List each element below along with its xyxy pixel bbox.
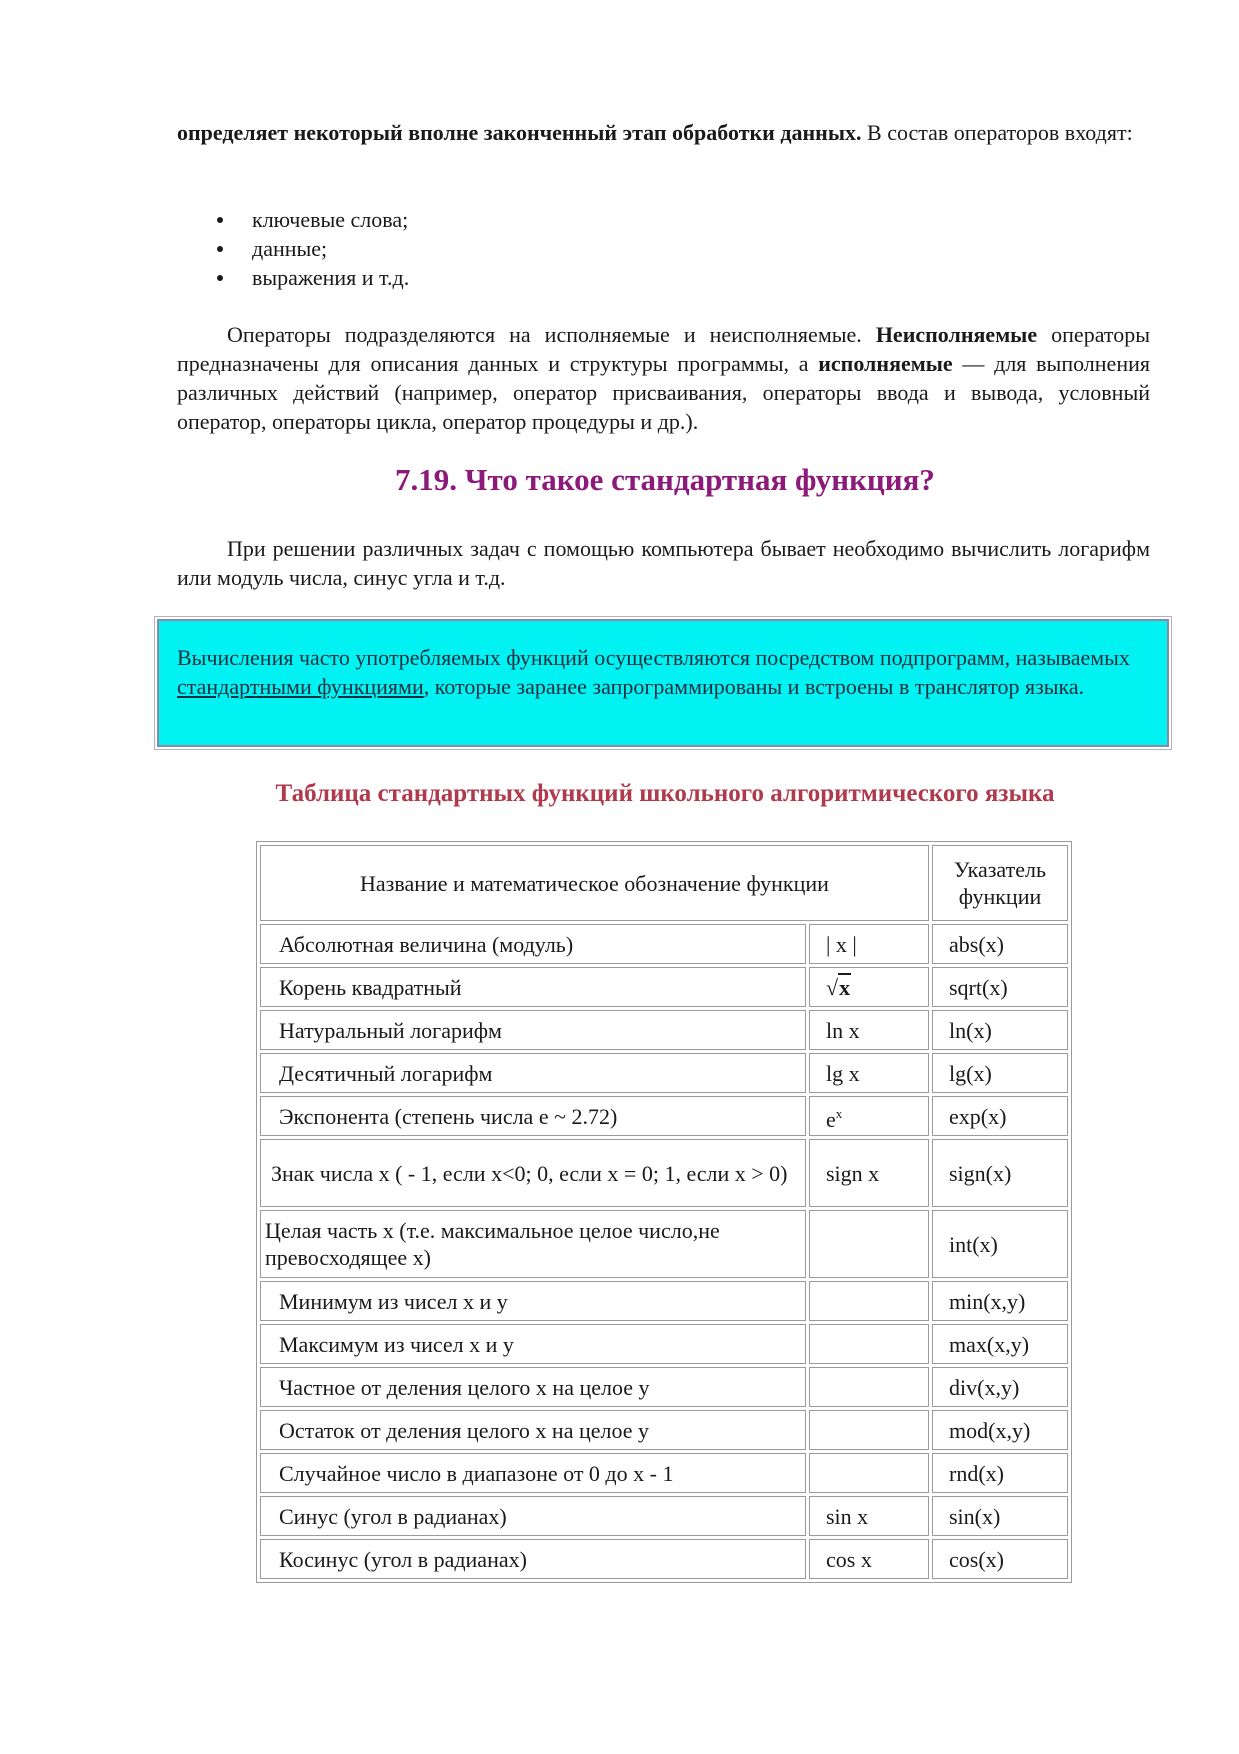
operators-text-2: операторы предназначены для описания данных и структуры программы, а: [177, 322, 1150, 376]
function-name-cell: Целая часть x (т.е. максимальное целое число,не превосходящее x): [260, 1210, 806, 1278]
function-pointer-cell: max(x,y): [932, 1324, 1068, 1364]
solve-paragraph: При решении различных задач с помощью компьютера бывает необходимо вычислить логарифм или модуль числа, синус угла и т.д.: [177, 536, 1150, 590]
function-pointer-cell: rnd(x): [932, 1453, 1068, 1493]
intro-bold-text: определяет некоторый вполне законченный этап обработки данных.: [177, 120, 862, 145]
table-row: [260, 1053, 1068, 1093]
table-row: [260, 1367, 1068, 1407]
table-row: [260, 1010, 1068, 1050]
table-row: [260, 1096, 1068, 1136]
function-name-cell: Экспонента (степень числа е ~ 2.72): [260, 1096, 806, 1136]
intro-paragraph: [177, 118, 1150, 147]
function-pointer-cell: sin(x): [932, 1496, 1068, 1536]
function-pointer-cell: sign(x): [932, 1139, 1068, 1207]
function-name-cell: Корень квадратный: [260, 967, 806, 1007]
function-pointer-cell: abs(x): [932, 924, 1068, 964]
operators-text-1: Операторы подразделяются на исполняемые и неисполняемые.: [227, 322, 876, 347]
function-symbol-cell: [809, 1281, 929, 1321]
function-symbol-cell: [809, 1324, 929, 1364]
function-name-cell: Максимум из чисел x и y: [260, 1324, 806, 1364]
function-name-cell: Частное от деления целого x на целое y: [260, 1367, 806, 1407]
function-symbol-cell: [809, 967, 929, 1007]
table-row: [260, 967, 1068, 1007]
list-item: [177, 263, 409, 292]
callout-text-1: Вычисления часто употребляемых функций осуществляются посредством подпрограмм, называемых: [177, 645, 1130, 670]
table-row: [260, 1210, 1068, 1278]
table-row: [260, 1139, 1068, 1207]
standard-functions-table: [256, 841, 1072, 1583]
function-pointer-cell: exp(x): [932, 1096, 1068, 1136]
table-row: [260, 1281, 1068, 1321]
function-symbol-cell: [809, 1096, 929, 1136]
definition-callout: [157, 619, 1169, 747]
table-row: [260, 1410, 1068, 1450]
function-pointer-cell: lg(x): [932, 1053, 1068, 1093]
bullet-icon: [217, 217, 223, 223]
function-name-cell: Натуральный логарифм: [260, 1010, 806, 1050]
function-pointer-cell: min(x,y): [932, 1281, 1068, 1321]
function-symbol-cell: sin x: [809, 1496, 929, 1536]
table-row: [260, 1453, 1068, 1493]
table-row: [260, 924, 1068, 964]
table-row: [260, 1496, 1068, 1536]
function-symbol-cell: sign x: [809, 1139, 929, 1207]
function-symbol-cell: cos x: [809, 1539, 929, 1579]
function-symbol-cell: [809, 1410, 929, 1450]
table-row: [260, 1539, 1068, 1579]
function-name-cell: Остаток от деления целого x на целое y: [260, 1410, 806, 1450]
table-header-row: [260, 845, 1068, 921]
function-name-cell: Косинус (угол в радианах): [260, 1539, 806, 1579]
operators-text-3: — для выполнения различных действий (например, оператор присваивания, операторы ввода и вывода, условный оператор, операторы цикла, оператор процедуры и др.).: [177, 351, 1150, 434]
function-symbol-cell: [809, 1453, 929, 1493]
header-name-cell: Название и математическое обозначение функции: [260, 845, 929, 921]
function-pointer-cell: ln(x): [932, 1010, 1068, 1050]
function-symbol-cell: ln x: [809, 1010, 929, 1050]
function-pointer-cell: sqrt(x): [932, 967, 1068, 1007]
operators-bold-1: Неисполняемые: [875, 322, 1038, 347]
function-pointer-cell: mod(x,y): [932, 1410, 1068, 1450]
radicand: x: [839, 974, 851, 1000]
list-item-text: данные;: [252, 236, 328, 261]
function-name-cell: Синус (угол в радианах): [260, 1496, 806, 1536]
section-title: 7.19. Что такое стандартная функция?: [395, 462, 935, 497]
bullet-icon: [217, 275, 223, 281]
symbol-exponent: x: [835, 1105, 843, 1121]
square-root-icon: √x: [826, 974, 851, 1000]
bullet-icon: [217, 246, 223, 252]
callout-text: [177, 643, 1149, 701]
function-name-cell: Минимум из чисел x и y: [260, 1281, 806, 1321]
intro-rest-text: В состав операторов входят:: [861, 120, 1133, 145]
operators-paragraph: [177, 320, 1150, 436]
function-pointer-cell: div(x,y): [932, 1367, 1068, 1407]
list-item: [177, 205, 409, 234]
function-name-cell: Случайное число в диапазоне от 0 до x - 1: [260, 1453, 806, 1493]
header-pointer-cell: Указатель функции: [932, 845, 1068, 921]
operators-bold-2: исполняемые: [818, 351, 953, 376]
callout-text-2: , которые заранее запрограммированы и встроены в транслятор языка.: [423, 674, 1085, 699]
operator-components-list: [177, 205, 409, 292]
symbol-base: e: [826, 1106, 836, 1132]
table-title: Таблица стандартных функций школьного алгоритмического языка: [275, 780, 1055, 807]
function-pointer-cell: int(x): [932, 1210, 1068, 1278]
function-name-cell: Абсолютная величина (модуль): [260, 924, 806, 964]
standard-functions-link[interactable]: стандартными функциями: [177, 674, 424, 699]
list-item-text: выражения и т.д.: [252, 265, 410, 290]
function-name-cell: Знак числа x ( - 1, если x<0; 0, если x = 0; 1, если x > 0): [260, 1139, 806, 1207]
function-symbol-cell: | x |: [809, 924, 929, 964]
list-item: [177, 234, 409, 263]
function-name-cell: Десятичный логарифм: [260, 1053, 806, 1093]
function-symbol-cell: lg x: [809, 1053, 929, 1093]
function-symbol-cell: [809, 1210, 929, 1278]
list-item-text: ключевые слова;: [252, 207, 409, 232]
table-row: [260, 1324, 1068, 1364]
function-symbol-cell: [809, 1367, 929, 1407]
function-pointer-cell: cos(x): [932, 1539, 1068, 1579]
